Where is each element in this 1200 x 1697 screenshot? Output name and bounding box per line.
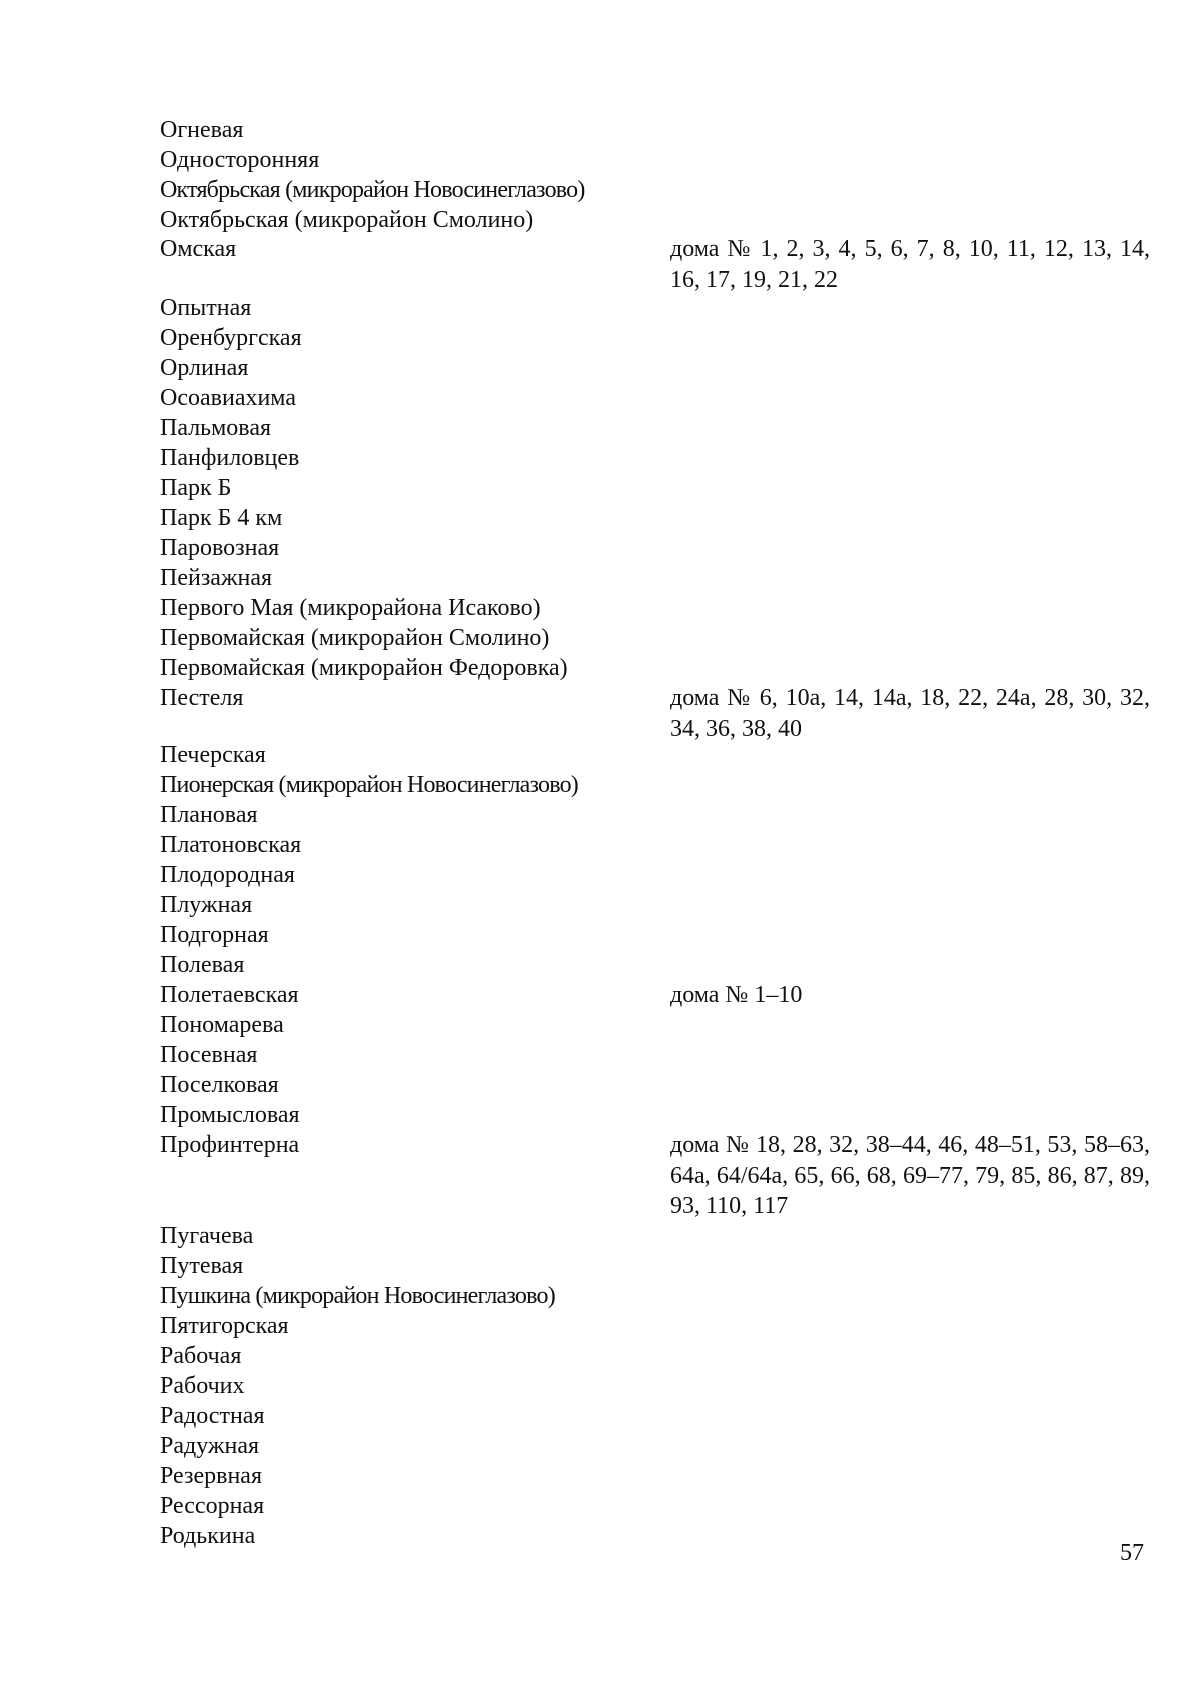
street-name: Резервная: [160, 1463, 262, 1489]
street-name: Первомайская (микрорайон Смолино): [160, 625, 550, 651]
street-name: Радостная: [160, 1403, 265, 1429]
street-name: Пионерская (микрорайон Новосинеглазово): [160, 772, 578, 798]
street-name: Паровозная: [160, 535, 280, 561]
street-name: Первомайская (микрорайон Федоровка): [160, 655, 568, 681]
street-name: Полетаевская: [160, 982, 299, 1008]
house-numbers: дома № 18, 28, 32, 38–44, 46, 48–51, 53, 58–63, 64а, 64/64а, 65, 66, 68, 69–77, 79, 85, 86, 87, 89, 93, 110, 117: [670, 1132, 1150, 1219]
street-name: Пестеля: [160, 685, 244, 711]
street-name: Первого Мая (микрорайона Исаково): [160, 595, 541, 621]
street-name: Огневая: [160, 117, 244, 143]
street-name: Профинтерна: [160, 1132, 300, 1158]
street-name: Октябрьская (микрорайон Смолино): [160, 207, 534, 233]
street-name: Печерская: [160, 742, 266, 768]
street-name: Пугачева: [160, 1223, 254, 1249]
house-numbers: дома № 1, 2, 3, 4, 5, 6, 7, 8, 10, 11, 12, 13, 14, 16, 17, 19, 21, 22: [670, 236, 1150, 293]
street-name: Рессорная: [160, 1493, 265, 1519]
page-number: 57: [1120, 1540, 1144, 1566]
house-numbers: дома № 1–10: [670, 982, 803, 1008]
street-name: Платоновская: [160, 832, 302, 858]
street-name: Опытная: [160, 295, 252, 321]
street-name: Путевая: [160, 1253, 244, 1279]
street-name: Осоавиахима: [160, 385, 296, 411]
street-name: Плановая: [160, 802, 258, 828]
street-name: Пушкина (микрорайон Новосинеглазово): [160, 1283, 555, 1309]
street-name: Пономарева: [160, 1012, 284, 1038]
street-name: Октябрьская (микрорайон Новосинеглазово): [160, 177, 585, 203]
street-name: Подгорная: [160, 922, 269, 948]
street-name: Плужная: [160, 892, 253, 918]
street-name: Рабочая: [160, 1343, 242, 1369]
street-name: Омская: [160, 236, 237, 262]
street-name: Рабочих: [160, 1373, 245, 1399]
street-name: Пятигорская: [160, 1313, 289, 1339]
street-name: Оренбургская: [160, 325, 302, 351]
street-name: Пальмовая: [160, 415, 272, 441]
street-name: Односторонняя: [160, 147, 320, 173]
street-name: Полевая: [160, 952, 245, 978]
street-name: Пейзажная: [160, 565, 273, 591]
street-name: Промысловая: [160, 1102, 300, 1128]
street-name: Поселковая: [160, 1072, 279, 1098]
street-name: Плодородная: [160, 862, 295, 888]
street-name: Орлиная: [160, 355, 249, 381]
street-name: Радужная: [160, 1433, 260, 1459]
street-name: Посевная: [160, 1042, 258, 1068]
street-name: Панфиловцев: [160, 445, 300, 471]
street-name: Парк Б 4 км: [160, 505, 283, 531]
street-name: Родькина: [160, 1523, 256, 1549]
street-name: Парк Б: [160, 475, 232, 501]
house-numbers: дома № 6, 10а, 14, 14а, 18, 22, 24а, 28, 30, 32, 34, 36, 38, 40: [670, 685, 1150, 742]
